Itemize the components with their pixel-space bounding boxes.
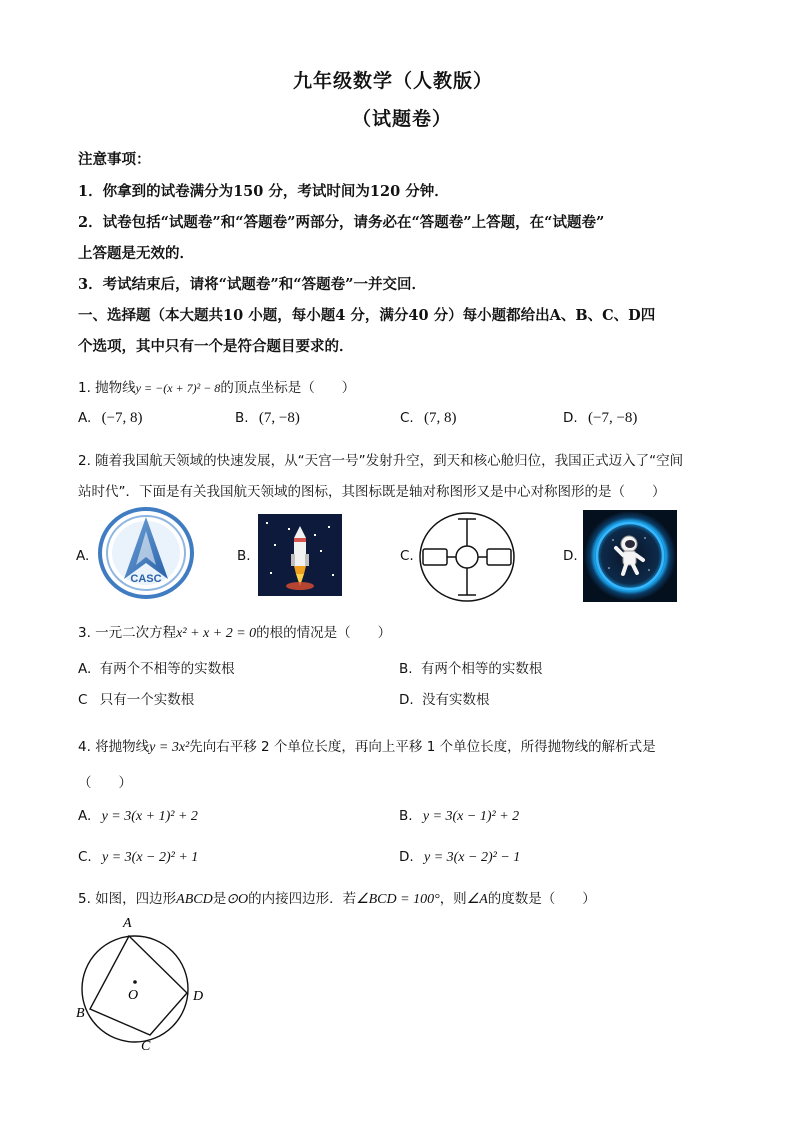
- question-5-text: 的内接四边形．若: [248, 891, 357, 907]
- question-5-angle-bcd: ∠BCD = 100°: [356, 892, 440, 907]
- option-label: B.: [235, 410, 249, 426]
- notice-item-2: 2．试卷包括“试题卷”和“答题卷”两部分，请务必在“答题卷”上答题，在“试题卷”: [78, 214, 605, 231]
- question-1-prefix: 1. 抛物线: [78, 380, 136, 396]
- q2-option-c-label: C.: [400, 548, 414, 564]
- space-station-icon: [418, 511, 516, 603]
- question-5-text: ，则: [439, 891, 467, 907]
- q3-option-b: [399, 657, 542, 677]
- q2-option-d-label: D.: [563, 548, 578, 564]
- option-label: C.: [78, 849, 92, 865]
- question-5-angle-a: ∠A: [466, 892, 488, 907]
- question-1: [78, 376, 355, 396]
- section-heading-cont: 个选项，其中只有一个是符合题目要求的．: [78, 338, 354, 355]
- question-5-text: 是: [212, 891, 227, 907]
- question-3-prefix: 3. 一元二次方程: [78, 625, 177, 641]
- question-4-suffix: 先向右平移 2 个单位长度，再向上平移 1 个单位长度，所得抛物线的解析式是: [189, 739, 656, 755]
- option-label: A.: [78, 808, 92, 824]
- option-label: D.: [399, 692, 414, 708]
- q4-option-c: [78, 849, 198, 866]
- question-1-formula: y = −(x + 7)² − 8: [135, 381, 221, 395]
- option-text: 没有实数根: [421, 692, 490, 708]
- option-text: 有两个不相等的实数根: [99, 661, 235, 677]
- q2-option-a-label: A.: [76, 548, 90, 564]
- option-label: C.: [400, 410, 414, 426]
- option-text: (−7, 8): [101, 410, 143, 426]
- option-text: 只有一个实数根: [99, 692, 195, 708]
- notice-heading: 注意事项：: [78, 151, 151, 168]
- astronaut-icon: [583, 510, 677, 602]
- q3-option-d: [399, 688, 489, 708]
- casc-logo-text: CASC: [130, 573, 162, 585]
- question-3-formula: x² + x + 2 = 0: [176, 626, 257, 641]
- option-text: y = 3(x − 1)² + 2: [422, 809, 520, 824]
- option-text: (7, −8): [258, 410, 300, 426]
- option-text: (−7, −8): [587, 410, 638, 426]
- question-2: 2. 随着我国航天领域的快速发展，从“天宫一号”发射升空，到天和核心舱归位，我国正式迈入了“空间: [78, 453, 684, 469]
- page-title: 九年级数学（人教版）: [293, 70, 494, 92]
- notice-item-3: 3．考试结束后，请将“试题卷”和“答题卷”一并交回．: [78, 276, 426, 293]
- question-3: [78, 621, 391, 642]
- q3-option-a: [78, 657, 235, 677]
- question-5-circle: ⊙O: [226, 892, 249, 907]
- question-5-prefix: 5. 如图，四边形: [78, 891, 177, 907]
- question-4-formula: y = 3x²: [149, 740, 190, 755]
- point-label-a: A: [123, 916, 132, 931]
- rocket-launch-icon: [258, 514, 342, 596]
- q1-option-c: [400, 410, 457, 427]
- option-text: (7, 8): [424, 410, 457, 426]
- option-label: A.: [78, 661, 92, 677]
- option-label: A.: [78, 410, 92, 426]
- option-label: D.: [563, 410, 578, 426]
- question-5-quad: ABCD: [176, 892, 213, 907]
- option-text: 有两个相等的实数根: [420, 661, 543, 677]
- question-2-cont: 站时代”．下面是有关我国航天领域的图标，其图标既是轴对称图形又是中心对称图形的是（ ）: [78, 484, 666, 500]
- option-label: D.: [399, 849, 414, 865]
- page-subtitle: （试题卷）: [352, 108, 453, 130]
- q1-option-b: [235, 410, 300, 427]
- option-label: C: [78, 692, 88, 708]
- option-label: B.: [399, 808, 413, 824]
- point-label-b: B: [76, 1006, 85, 1021]
- q4-option-b: [399, 808, 519, 825]
- option-label: B.: [399, 661, 413, 677]
- q1-option-d: [563, 410, 637, 427]
- section-heading: 一、选择题（本大题共10 小题，每小题4 分，满分40 分）每小题都给出A、B、C、D四: [78, 307, 656, 324]
- q2-option-b-label: B.: [237, 548, 251, 564]
- circle-quadrilateral-figure: [72, 910, 212, 1055]
- question-4-prefix: 4. 将抛物线: [78, 739, 150, 755]
- question-4-cont: （ ）: [78, 775, 132, 791]
- q4-option-a: [78, 808, 198, 825]
- point-label-o: O: [128, 988, 139, 1003]
- option-text: y = 3(x + 1)² + 2: [101, 809, 198, 824]
- notice-item-1: 1．你拿到的试卷满分为150 分，考试时间为120 分钟．: [78, 183, 449, 200]
- point-label-d: D: [193, 989, 204, 1004]
- question-5-suffix: 的度数是（ ）: [487, 891, 596, 907]
- question-5: [78, 887, 596, 908]
- q3-option-c: [78, 688, 194, 708]
- question-4: [78, 735, 656, 756]
- question-1-suffix: 的顶点坐标是（ ）: [220, 380, 356, 396]
- q4-option-d: [399, 849, 520, 866]
- question-3-suffix: 的根的情况是（ ）: [256, 625, 392, 641]
- option-text: y = 3(x − 2)² − 1: [423, 850, 521, 865]
- casc-logo-icon: [98, 507, 194, 599]
- option-text: y = 3(x − 2)² + 1: [102, 850, 199, 865]
- q1-option-a: [78, 410, 143, 427]
- point-label-c: C: [141, 1039, 151, 1054]
- notice-item-2-cont: 上答题是无效的．: [78, 245, 194, 262]
